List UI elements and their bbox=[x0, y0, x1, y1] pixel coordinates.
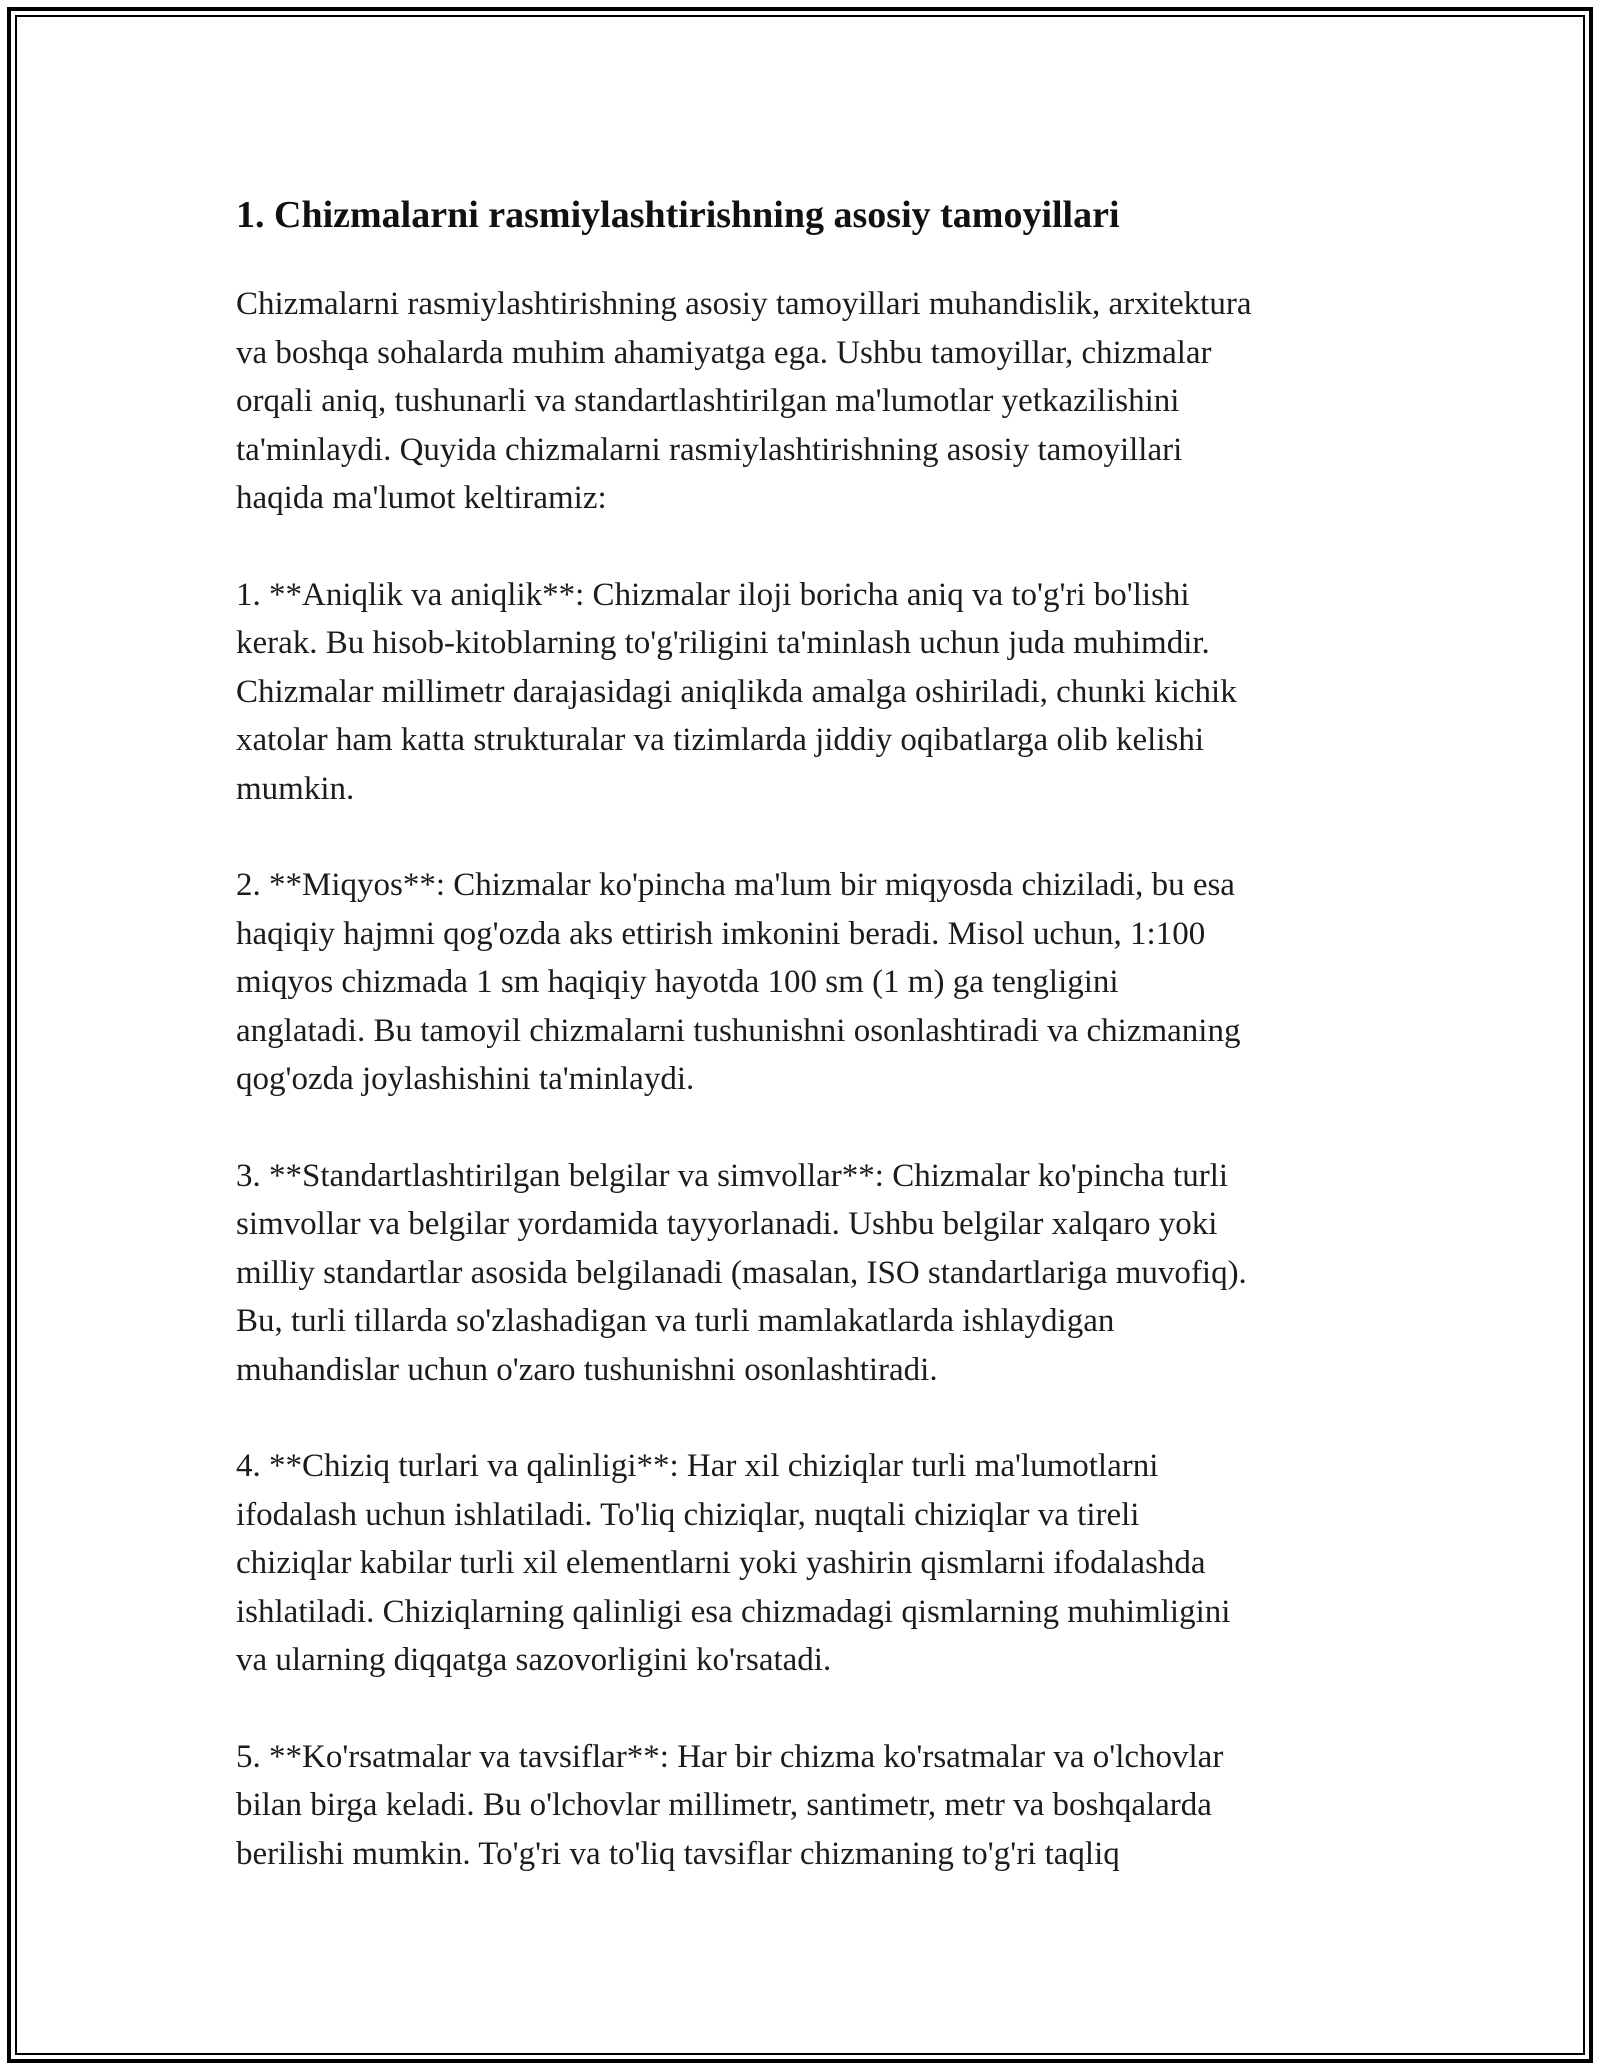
text-line: ishlatiladi. Chiziqlarning qalinligi esa chizmadagi qismlarning muhimligini bbox=[236, 1593, 1231, 1630]
text-line: chiziqlar kabilar turli xil elementlarni yoki yashirin qismlarni ifodalashda bbox=[236, 1545, 1206, 1581]
text-line: berilishi mumkin. To'g'ri va to'liq tavsiflar chizmaning to'g'ri taqliq bbox=[236, 1835, 1120, 1872]
text-line: anglatadi. Bu tamoyil chizmalarni tushunishni osonlashtiradi va chizmaning bbox=[236, 1012, 1241, 1049]
text-line: mumkin. bbox=[236, 770, 355, 807]
text-line: 3. **Standartlashtirilgan belgilar va simvollar**: Chizmalar ko'pincha turli bbox=[236, 1157, 1229, 1194]
text-line: 1. **Aniqlik va aniqlik**: Chizmalar iloji boricha aniq va to'g'ri bo'lishi bbox=[236, 576, 1190, 613]
intro-paragraph bbox=[236, 280, 1386, 523]
principle-1-paragraph bbox=[236, 571, 1386, 814]
principle-5-paragraph bbox=[236, 1733, 1386, 1879]
principle-2-paragraph bbox=[236, 861, 1386, 1104]
document-title: 1. Chizmalarni rasmiylashtirishning asosiy tamoyillari bbox=[236, 194, 1120, 236]
principle-3-paragraph bbox=[236, 1152, 1386, 1395]
text-line: muhandislar uchun o'zaro tushunishni osonlashtiradi. bbox=[236, 1351, 938, 1388]
text-line: ta'minlaydi. Quyida chizmalarni rasmiylashtirishning asosiy tamoyillari bbox=[236, 431, 1183, 468]
text-line: ifodalash uchun ishlatiladi. To'liq chiziqlar, nuqtali chiziqlar va tireli bbox=[236, 1496, 1140, 1533]
text-line: 5. **Ko'rsatmalar va tavsiflar**: Har bir chizma ko'rsatmalar va o'lchovlar bbox=[236, 1738, 1224, 1775]
text-line: qog'ozda joylashishini ta'minlaydi. bbox=[236, 1061, 695, 1097]
text-line: 2. **Miqyos**: Chizmalar ko'pincha ma'lum bir miqyosda chiziladi, bu esa bbox=[236, 867, 1235, 903]
text-line: haqiqiy hajmni qog'ozda aks ettirish imkonini beradi. Misol uchun, 1:100 bbox=[236, 915, 1206, 952]
text-line: 4. **Chiziq turlari va qalinligi**: Har xil chiziqlar turli ma'lumotlarni bbox=[236, 1448, 1159, 1484]
text-line: miqyos chizmada 1 sm haqiqiy hayotda 100 sm (1 m) ga tengligini bbox=[236, 964, 1119, 1000]
text-line: Chizmalarni rasmiylashtirishning asosiy tamoyillari muhandislik, arxitektura bbox=[236, 286, 1252, 322]
text-line: kerak. Bu hisob-kitoblarning to'g'riligini ta'minlash uchun juda muhimdir. bbox=[236, 625, 1210, 661]
document-body bbox=[236, 280, 1386, 1878]
text-line: bilan birga keladi. Bu o'lchovlar millimetr, santimetr, metr va boshqalarda bbox=[236, 1787, 1212, 1823]
text-line: orqali aniq, tushunarli va standartlashtirilgan ma'lumotlar yetkazilishini bbox=[236, 383, 1180, 419]
text-line: va boshqa sohalarda muhim ahamiyatga ega. Ushbu tamoyillar, chizmalar bbox=[236, 334, 1212, 371]
text-line: milliy standartlar asosida belgilanadi (masalan, ISO standartlariga muvofiq). bbox=[236, 1254, 1247, 1291]
principle-4-paragraph bbox=[236, 1442, 1386, 1685]
text-line: xatolar ham katta strukturalar va tizimlarda jiddiy oqibatlarga olib kelishi bbox=[236, 722, 1205, 758]
text-line: Chizmalar millimetr darajasidagi aniqlikda amalga oshiriladi, chunki kichik bbox=[236, 673, 1237, 710]
text-line: haqida ma'lumot keltiramiz: bbox=[236, 480, 607, 516]
text-line: simvollar va belgilar yordamida tayyorlanadi. Ushbu belgilar xalqaro yoki bbox=[236, 1206, 1218, 1242]
text-line: va ularning diqqatga sazovorligini ko'rsatadi. bbox=[236, 1642, 832, 1678]
document-page bbox=[236, 180, 1386, 1926]
text-line: Bu, turli tillarda so'zlashadigan va turli mamlakatlarda ishlaydigan bbox=[236, 1303, 1115, 1339]
